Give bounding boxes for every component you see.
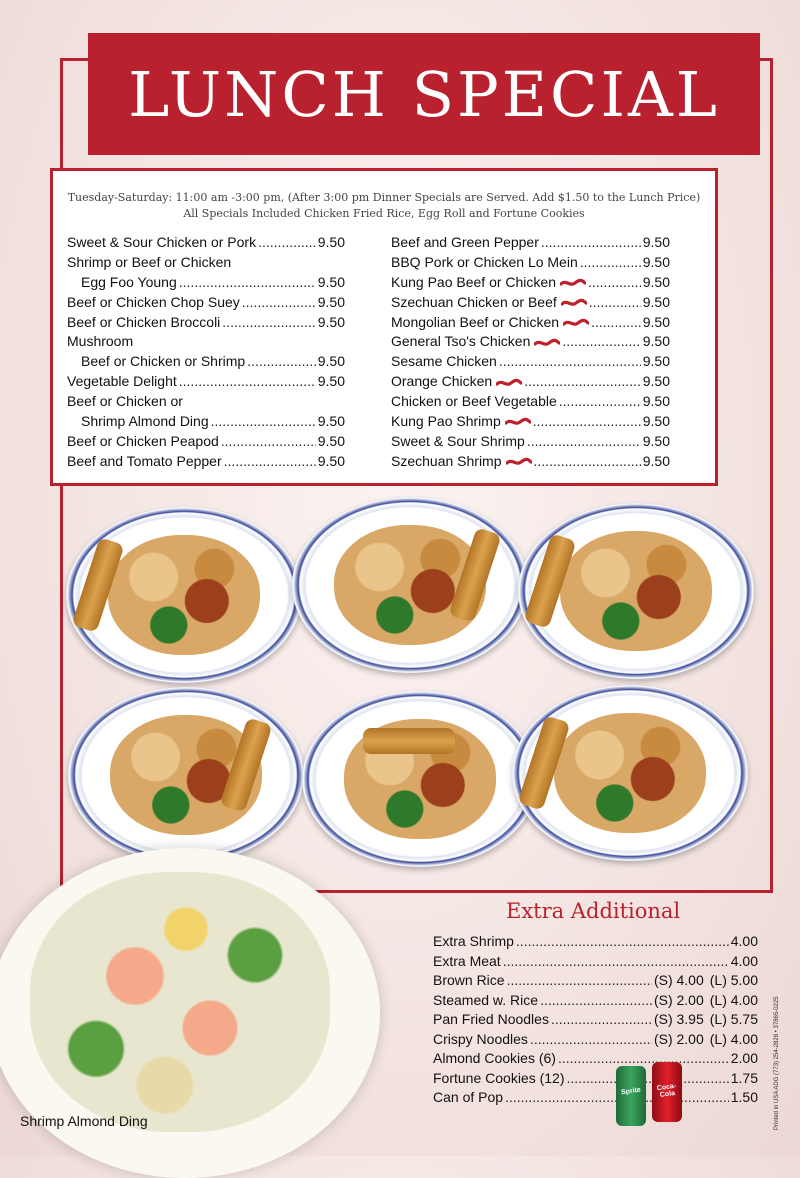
hours-line-1: Tuesday-Saturday: 11:00 am -3:00 pm, (After 3:00 pm Dinner Specials are Served. Add $1.50 to the Lunch Price) bbox=[67, 191, 701, 204]
extra-item-small-price: (S) 3.95 bbox=[653, 1011, 704, 1027]
menu-item bbox=[67, 233, 345, 253]
menu-item-price: 9.50 bbox=[642, 293, 670, 310]
menu-item-name: Mushroom bbox=[67, 333, 134, 350]
extra-item-large-price: (L) 5.75 bbox=[709, 1011, 758, 1027]
menu-item bbox=[67, 452, 345, 472]
menu-item-name: Egg Foo Young bbox=[81, 273, 177, 290]
extras-list bbox=[433, 932, 758, 1108]
menu-item bbox=[67, 392, 345, 412]
menu-item-price: 9.50 bbox=[642, 353, 670, 370]
menu-item-name: Chicken or Beef Vegetable bbox=[391, 393, 557, 410]
menu-item-price: 9.50 bbox=[317, 313, 345, 330]
extra-item bbox=[433, 971, 758, 991]
extra-item bbox=[433, 1030, 758, 1050]
menu-item bbox=[391, 273, 670, 293]
menu-item bbox=[67, 313, 345, 333]
menu-item-name: Vegetable Delight bbox=[67, 373, 177, 390]
chili-pepper-icon bbox=[563, 318, 589, 328]
menu-item-price: 9.50 bbox=[317, 413, 345, 430]
menu-item-name: Beef and Tomato Pepper bbox=[67, 452, 222, 469]
extra-item-name: Almond Cookies (6) bbox=[433, 1050, 556, 1066]
menu-item bbox=[391, 452, 670, 472]
menu-item-name: Sesame Chicken bbox=[391, 353, 497, 370]
extra-item-small-price: (S) 2.00 bbox=[653, 1030, 704, 1047]
title-banner bbox=[88, 33, 760, 155]
extra-additional-title: Extra Additional bbox=[506, 899, 681, 923]
leader-dots bbox=[211, 412, 316, 432]
menu-item-name: Shrimp or Beef or Chicken bbox=[67, 253, 232, 270]
plate-photo-5 bbox=[302, 691, 538, 867]
extra-item-name: Can of Pop bbox=[433, 1089, 504, 1105]
menu-item-price: 9.50 bbox=[317, 293, 345, 310]
menu-item bbox=[391, 332, 670, 352]
chili-pepper-icon bbox=[496, 378, 522, 388]
menu-item-name: Shrimp Almond Ding bbox=[81, 413, 209, 430]
menu-item bbox=[391, 352, 670, 372]
leader-dots bbox=[524, 372, 641, 392]
menu-item-name: Sweet & Sour Shrimp bbox=[391, 432, 525, 449]
leader-dots bbox=[221, 432, 316, 452]
chili-pepper-icon bbox=[505, 417, 531, 427]
menu-item-price: 9.50 bbox=[642, 413, 670, 430]
menu-item bbox=[67, 293, 345, 313]
extra-item bbox=[433, 1088, 758, 1108]
plate-photo-4 bbox=[68, 687, 304, 863]
extra-item bbox=[433, 991, 758, 1011]
leader-dots bbox=[507, 971, 652, 991]
coke-can bbox=[652, 1062, 682, 1122]
menu-item bbox=[67, 352, 345, 372]
menu-item bbox=[67, 332, 345, 352]
extra-item-name: Pan Fried Noodles bbox=[433, 1011, 549, 1027]
menu-item-name: Orange Chicken bbox=[391, 372, 522, 392]
hours-note bbox=[53, 190, 715, 222]
sprite-can bbox=[616, 1066, 646, 1126]
extra-item-price: 1.75 bbox=[730, 1069, 758, 1086]
leader-dots bbox=[541, 233, 641, 253]
menu-item bbox=[391, 253, 670, 273]
photo-caption: Shrimp Almond Ding bbox=[20, 1113, 148, 1129]
leader-dots bbox=[551, 1010, 652, 1030]
extra-item-name: Fortune Cookies (12) bbox=[433, 1069, 565, 1086]
leader-dots bbox=[533, 412, 641, 432]
leader-dots bbox=[580, 253, 641, 273]
menu-column-left bbox=[67, 233, 345, 472]
menu-item bbox=[67, 253, 345, 273]
menu-item bbox=[391, 432, 670, 452]
menu-item-name: Beef or Chicken or Shrimp bbox=[81, 353, 246, 370]
chili-pepper-icon bbox=[561, 298, 587, 308]
menu-item bbox=[391, 392, 670, 412]
menu-item-price: 9.50 bbox=[642, 273, 670, 290]
menu-item-name: Szechuan Chicken or Beef bbox=[391, 293, 587, 313]
plate-photo-2 bbox=[292, 497, 528, 673]
menu-item-name: Beef and Green Pepper bbox=[391, 234, 539, 250]
extra-item-name: Extra Meat bbox=[433, 952, 501, 969]
extra-item-name: Crispy Noodles bbox=[433, 1030, 528, 1047]
extra-item bbox=[433, 1069, 758, 1089]
leader-dots bbox=[179, 273, 316, 293]
menu-item-price: 9.50 bbox=[642, 313, 670, 330]
extra-item-large-price: (L) 4.00 bbox=[709, 991, 758, 1008]
menu-item bbox=[67, 432, 345, 452]
leader-dots bbox=[559, 392, 641, 412]
leader-dots bbox=[588, 273, 641, 293]
leader-dots bbox=[222, 313, 315, 333]
extra-item bbox=[433, 952, 758, 972]
menu-item-name: Beef or Chicken or bbox=[67, 393, 183, 410]
menu-item-name: Szechuan Shrimp bbox=[391, 452, 532, 472]
menu-item bbox=[391, 412, 670, 432]
menu-item-name: Mongolian Beef or Chicken bbox=[391, 313, 589, 333]
plate-photo-6 bbox=[512, 685, 748, 861]
extra-item-price: 2.00 bbox=[730, 1050, 758, 1066]
menu-item-price: 9.50 bbox=[642, 432, 670, 449]
printed-credit: Printed in USA ADG (773) 254-2828 • 37865-0225 bbox=[774, 996, 780, 1130]
menu-item-price: 9.50 bbox=[642, 253, 670, 270]
soda-cans-photo bbox=[612, 1062, 684, 1128]
menu-item-name: Beef or Chicken Peapod bbox=[67, 432, 219, 449]
coke-can-logo: Coca-Cola bbox=[656, 1082, 677, 1099]
menu-item bbox=[391, 313, 670, 333]
menu-item-price: 9.50 bbox=[642, 373, 670, 390]
leader-dots bbox=[527, 432, 641, 452]
menu-item-name: Kung Pao Shrimp bbox=[391, 412, 531, 432]
menu-item-price: 9.50 bbox=[317, 273, 345, 290]
extra-item-small-price: (S) 2.00 bbox=[653, 991, 704, 1008]
extra-item-name: Extra Shrimp bbox=[433, 933, 514, 949]
menu-item-name: Sweet & Sour Chicken or Pork bbox=[67, 234, 257, 250]
plate-photo-3 bbox=[518, 503, 754, 679]
leader-dots bbox=[247, 352, 316, 372]
menu-item-price: 9.50 bbox=[317, 452, 345, 469]
menu-item-price: 9.50 bbox=[642, 393, 670, 410]
menu-item-name: Kung Pao Beef or Chicken bbox=[391, 273, 586, 293]
extra-item bbox=[433, 932, 758, 952]
menu-column-right bbox=[391, 233, 670, 472]
chili-pepper-icon bbox=[506, 457, 532, 467]
leader-dots bbox=[540, 991, 652, 1011]
chili-pepper-icon bbox=[560, 278, 586, 288]
plates-photo-grid bbox=[60, 495, 760, 875]
menu-item-price: 9.50 bbox=[642, 452, 670, 469]
chili-pepper-icon bbox=[534, 338, 560, 348]
menu-item-price: 9.50 bbox=[642, 234, 670, 250]
extra-item bbox=[433, 1010, 758, 1030]
leader-dots bbox=[530, 1030, 652, 1050]
leader-dots bbox=[503, 952, 729, 972]
leader-dots bbox=[499, 352, 641, 372]
menu-item-price: 9.50 bbox=[317, 353, 345, 370]
leader-dots bbox=[562, 332, 640, 352]
extra-item-price: 1.50 bbox=[730, 1089, 758, 1105]
leader-dots bbox=[242, 293, 316, 313]
menu-item bbox=[67, 372, 345, 392]
menu-item bbox=[391, 293, 670, 313]
extra-item-price: 4.00 bbox=[730, 952, 758, 969]
extra-item-price: 4.00 bbox=[730, 933, 758, 949]
leader-dots bbox=[591, 313, 641, 333]
hours-line-2: All Specials Included Chicken Fried Rice, Egg Roll and Fortune Cookies bbox=[183, 207, 585, 220]
extra-item-name: Steamed w. Rice bbox=[433, 991, 539, 1008]
plate-photo-1 bbox=[66, 507, 302, 683]
leader-dots bbox=[534, 452, 641, 472]
menu-item bbox=[67, 273, 345, 293]
leader-dots bbox=[179, 372, 316, 392]
extra-item-large-price: (L) 4.00 bbox=[709, 1030, 758, 1047]
leader-dots bbox=[589, 293, 641, 313]
menu-item-price: 9.50 bbox=[317, 373, 345, 390]
extra-item-small-price: (S) 4.00 bbox=[653, 972, 704, 988]
menu-item-price: 9.50 bbox=[642, 333, 670, 350]
menu-item-price: 9.50 bbox=[317, 432, 345, 449]
extra-item bbox=[433, 1049, 758, 1069]
extra-item-name: Brown Rice bbox=[433, 972, 505, 988]
leader-dots bbox=[224, 452, 316, 472]
menu-item-name: BBQ Pork or Chicken Lo Mein bbox=[391, 253, 578, 270]
menu-item bbox=[391, 233, 670, 253]
leader-dots bbox=[258, 233, 316, 253]
menu-item bbox=[67, 412, 345, 432]
leader-dots bbox=[516, 932, 729, 952]
menu-item bbox=[391, 372, 670, 392]
menu-box bbox=[50, 168, 718, 486]
page-title: LUNCH SPECIAL bbox=[128, 57, 720, 131]
menu-item-name: General Tso's Chicken bbox=[391, 332, 560, 352]
extra-item-large-price: (L) 5.00 bbox=[709, 972, 758, 988]
menu-item-name: Beef or Chicken Chop Suey bbox=[67, 293, 240, 310]
sprite-can-logo: Sprite bbox=[620, 1086, 642, 1097]
menu-item-price: 9.50 bbox=[317, 234, 345, 250]
menu-item-name: Beef or Chicken Broccoli bbox=[67, 313, 221, 330]
